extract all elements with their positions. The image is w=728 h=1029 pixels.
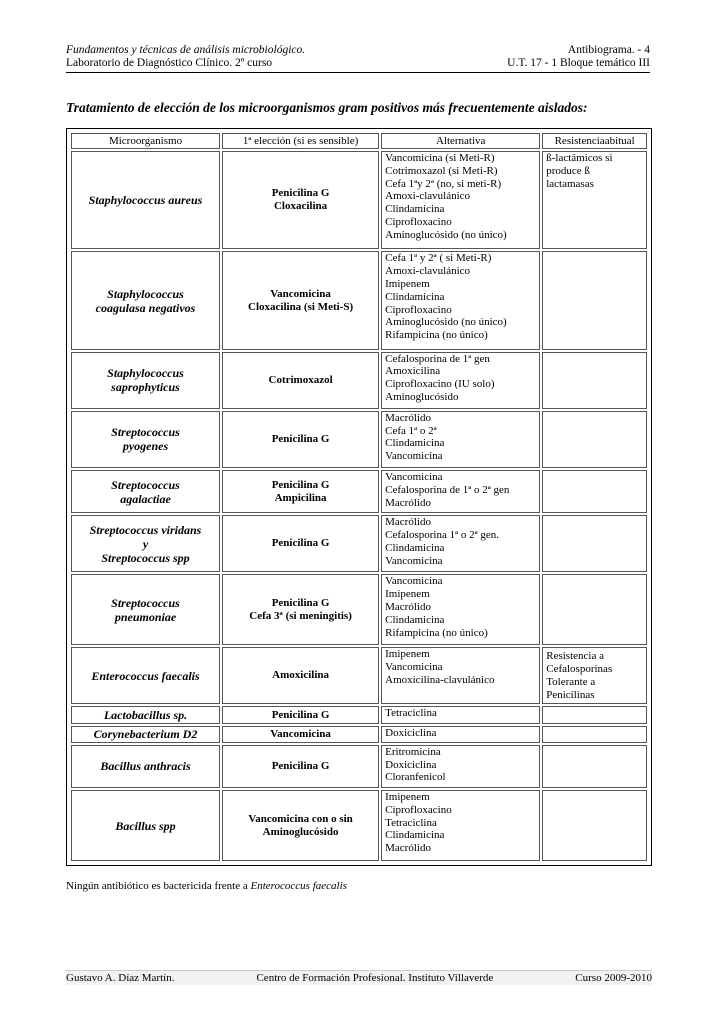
alternative-line: Cefalosporina 1ª o 2ª gen.: [385, 529, 500, 542]
table-body: [71, 151, 647, 861]
resistance-line: ß-lactámicos si: [546, 152, 613, 164]
alternative-cell: [381, 726, 540, 743]
organism-line: Streptococcus: [111, 477, 180, 492]
organism-line: Staphylococcus aureus: [88, 193, 203, 208]
header-divider: [66, 72, 650, 73]
resistance-cell: [542, 515, 647, 572]
organism-cell: [71, 470, 220, 513]
organism-cell: [71, 745, 220, 788]
organism-line: Streptococcus: [111, 595, 180, 610]
header-page-label: Antibiograma. - 4: [567, 44, 650, 56]
organism-cell: [71, 251, 220, 349]
alternative-line: Amoxi-clavulánico: [385, 265, 471, 278]
alternative-line: Vancomicina: [385, 450, 443, 463]
first-choice-cell: [222, 151, 379, 249]
alternative-line: Cefa 1ªy 2ª (no, si meti-R): [385, 177, 502, 190]
first-choice-line: Amoxicilina: [272, 669, 329, 682]
alternative-line: Clindamicina: [385, 541, 445, 554]
first-choice-cell: [222, 251, 379, 349]
first-choice-line: Cloxacilina: [273, 200, 328, 213]
alternative-line: Aminoglucósido: [385, 391, 459, 404]
alternative-line: Doxiciclina: [385, 758, 437, 771]
alternative-line: Amoxi-clavulánico: [385, 190, 471, 203]
alternative-cell: [381, 706, 540, 723]
alternative-line: Rifampicina (no único): [385, 329, 488, 342]
alternative-line: Vancomicina: [385, 575, 443, 588]
alternative-line: Macrólido: [385, 842, 431, 855]
organism-line: pneumoniae: [114, 609, 177, 624]
alternative-cell: [381, 745, 540, 788]
resistance-cell: [542, 470, 647, 513]
alternative-cell: [381, 352, 540, 409]
first-choice-line: Penicilina G: [271, 187, 330, 200]
table-row: [71, 574, 647, 645]
resistance-line: produce ß: [546, 164, 590, 177]
organism-cell: [71, 151, 220, 249]
organism-line: pyogenes: [122, 439, 169, 454]
organism-line: Streptococcus viridans: [89, 522, 202, 537]
organism-line: Streptococcus spp: [101, 550, 190, 565]
alternative-line: Imipenem: [385, 791, 430, 804]
resistance-cell: [542, 151, 647, 249]
first-choice-cell: [222, 647, 379, 704]
alternative-line: Aminoglucósido (no único): [385, 316, 507, 329]
organism-line: agalactiae: [120, 491, 171, 506]
alternative-line: Cefalosporina de 1ª o 2ª gen: [385, 483, 510, 496]
first-choice-cell: [222, 706, 379, 723]
footnote-organism: Enterococcus faecalis: [250, 880, 347, 892]
alternative-line: Clindamicina: [385, 829, 445, 842]
footnote: [66, 880, 347, 892]
organism-cell: [71, 411, 220, 468]
footer-author: Gustavo A. Díaz Martín.: [66, 972, 175, 984]
table-row: [71, 647, 647, 704]
first-choice-cell: [222, 352, 379, 409]
header-course: Laboratorio de Diagnóstico Clínico. 2º curso: [66, 57, 273, 69]
footnote-text: Ningún antibiótico es bactericida frente a: [66, 880, 251, 892]
col-header-first-choice: 1ª elección (si es sensible): [222, 133, 379, 149]
organism-line: Staphylococcus: [107, 366, 184, 381]
alternative-line: Macrólido: [385, 600, 431, 613]
table-row: [71, 726, 647, 743]
first-choice-line: Penicilina G: [271, 759, 330, 772]
resistance-cell: [542, 647, 647, 704]
alternative-line: Ciprofloxacino: [385, 303, 452, 316]
first-choice-line: Penicilina G: [271, 432, 330, 445]
header-subject: Fundamentos y técnicas de análisis microbiológico.: [66, 44, 306, 56]
first-choice-cell: [222, 515, 379, 572]
table-header-row: [71, 133, 647, 149]
resistance-line: Penicilinas: [546, 688, 595, 701]
organism-line: y: [142, 536, 149, 551]
organism-cell: [71, 726, 220, 743]
organism-cell: [71, 574, 220, 645]
resistance-cell: [542, 706, 647, 723]
alternative-line: Clindamicina: [385, 613, 445, 626]
alternative-line: Clindamicina: [385, 203, 445, 216]
table-row: [71, 251, 647, 349]
alternative-cell: [381, 790, 540, 861]
alternative-line: Aminoglucósido (no único): [385, 228, 507, 241]
first-choice-line: Penicilina G: [271, 478, 330, 491]
table-row: [71, 411, 647, 468]
alternative-line: Eritromicina: [385, 745, 441, 758]
alternative-cell: [381, 515, 540, 572]
organism-line: coagulasa negativos: [95, 300, 196, 315]
alternative-line: Ciprofloxacino: [385, 215, 452, 228]
alternative-line: Tetraciclina: [385, 816, 437, 829]
first-choice-cell: [222, 745, 379, 788]
resistance-line: Resistencia a: [546, 650, 604, 663]
alternative-cell: [381, 574, 540, 645]
first-choice-line: Ampicilina: [274, 491, 327, 504]
first-choice-line: Aminoglucósido: [262, 825, 339, 838]
page-header: [66, 44, 650, 70]
table-row: [71, 790, 647, 861]
alternative-line: Vancomicina: [385, 470, 443, 483]
organism-cell: [71, 706, 220, 723]
alternative-cell: [381, 411, 540, 468]
first-choice-cell: [222, 411, 379, 468]
alternative-cell: [381, 647, 540, 704]
page-title: Tratamiento de elección de los microorganismos gram positivos más frecuentemente aislados:: [66, 100, 588, 115]
organism-line: Lactobacillus sp.: [103, 707, 188, 722]
resistance-line: lactamasas: [546, 177, 594, 190]
table-row: [71, 151, 647, 249]
alternative-line: Cloranfenicol: [385, 771, 446, 784]
resistance-cell: [542, 251, 647, 349]
first-choice-line: Vancomicina: [270, 727, 331, 740]
alternative-line: Cefalosporina de 1ª gen: [385, 352, 490, 365]
organism-cell: [71, 515, 220, 572]
alternative-line: Cotrimoxazol (si Meti-R): [385, 164, 498, 177]
first-choice-line: Cefa 3ª (si meningitis): [249, 609, 352, 622]
alternative-line: Amoxicilina-clavulánico: [385, 673, 495, 686]
resistance-line: Cefalosporinas: [546, 663, 613, 675]
alternative-line: Rifampicina (no único): [385, 626, 488, 639]
table-row: [71, 515, 647, 572]
organism-line: Staphylococcus: [107, 286, 184, 301]
alternative-line: Macrólido: [385, 516, 431, 529]
organism-line: Enterococcus faecalis: [91, 668, 200, 683]
alternative-cell: [381, 470, 540, 513]
first-choice-cell: [222, 726, 379, 743]
alternative-line: Vancomicina (si Meti-R): [385, 152, 495, 164]
alternative-line: Clindamicina: [385, 437, 445, 450]
organism-cell: [71, 352, 220, 409]
alternative-line: Vancomicina: [385, 661, 443, 674]
alternative-line: Ciprofloxacino: [385, 803, 452, 816]
table-row: [71, 706, 647, 723]
first-choice-line: Penicilina G: [271, 597, 330, 610]
alternative-line: Vancomicina: [385, 554, 443, 567]
alternative-line: Cefa 1ª y 2ª ( si Meti-R): [385, 252, 492, 265]
alternative-cell: [381, 251, 540, 349]
first-choice-cell: [222, 470, 379, 513]
treatment-table: [69, 131, 649, 863]
first-choice-cell: [222, 790, 379, 861]
first-choice-cell: [222, 574, 379, 645]
alternative-line: Imipenem: [385, 277, 430, 290]
organism-line: Corynebacterium D2: [93, 727, 198, 742]
organism-cell: [71, 790, 220, 861]
alternative-line: Tetraciclina: [385, 707, 437, 720]
footer-center: Centro de Formación Profesional. Instituto Villaverde: [256, 972, 494, 984]
table-row: [71, 745, 647, 788]
header-unit: U.T. 17 - 1 Bloque temático III: [507, 57, 650, 69]
col-header-alternative: Alternativa: [381, 133, 540, 149]
resistance-line: Tolerante a: [546, 675, 596, 688]
organism-line: Bacillus spp: [115, 818, 176, 833]
alternative-line: Clindamicina: [385, 290, 445, 303]
organism-line: Streptococcus: [111, 425, 180, 440]
resistance-cell: [542, 574, 647, 645]
organism-line: saprophyticus: [111, 380, 180, 395]
organism-line: Bacillus anthracis: [100, 759, 191, 774]
alternative-line: Macrólido: [385, 411, 431, 424]
footer-course: Curso 2009-2010: [575, 972, 652, 984]
resistance-cell: [542, 726, 647, 743]
alternative-line: Cefa 1ª o 2ª: [385, 424, 437, 437]
alternative-line: Macrólido: [385, 496, 431, 509]
resistance-cell: [542, 790, 647, 861]
alternative-line: Imipenem: [385, 648, 430, 661]
resistance-cell: [542, 352, 647, 409]
col-header-organism: Microorganismo: [71, 133, 220, 149]
alternative-line: Doxiciclina: [385, 726, 437, 739]
col-header-resistance: Resistenciaabitual: [542, 133, 647, 149]
table-row: [71, 352, 647, 409]
first-choice-line: Vancomicina con o sin: [248, 812, 353, 825]
treatment-table-frame: [66, 128, 652, 866]
resistance-cell: [542, 745, 647, 788]
alternative-line: Amoxicilina: [385, 365, 441, 378]
alternative-line: Imipenem: [385, 588, 430, 601]
first-choice-line: Cloxacilina (si Meti-S): [248, 300, 354, 313]
alternative-line: Ciprofloxacino (IU solo): [385, 378, 495, 391]
table-row: [71, 470, 647, 513]
first-choice-line: Penicilina G: [271, 537, 330, 550]
page-footer: [66, 970, 652, 985]
resistance-cell: [542, 411, 647, 468]
first-choice-line: Vancomicina: [270, 287, 331, 300]
organism-cell: [71, 647, 220, 704]
alternative-cell: [381, 151, 540, 249]
first-choice-line: Cotrimoxazol: [268, 373, 333, 386]
first-choice-line: Penicilina G: [271, 708, 330, 721]
